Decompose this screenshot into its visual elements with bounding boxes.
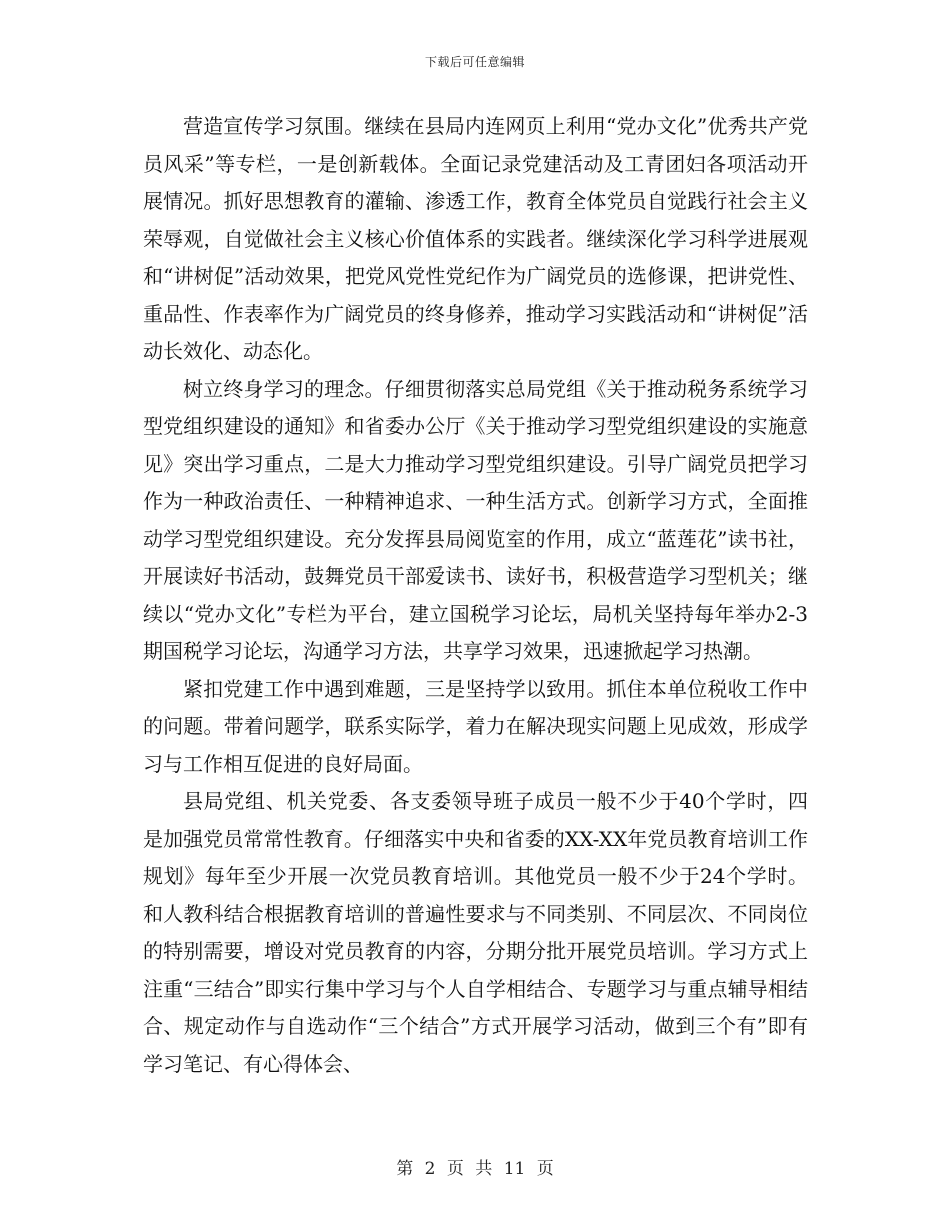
paragraph-2: 树立终身学习的理念。仔细贯彻落实总局党组《关于推动税务系统学习型党组织建设的通知》和省委办公厅《关于推动学习型党组织建设的实施意见》突出学习重点，二是大力推动学习型党组织建设。引导广阔党员把学习作为一种政治责任、一种精神追求、一种生活方式。创新学习方式，全面推动学习型党组织建设。充分发挥县局阅览室的作用，成立“蓝莲花”读书社，开展读好书活动，鼓舞党员干部爱读书、读好书，积极营造学习型机关；继续以“党办文化”专栏为平台，建立国税学习论坛，局机关坚持每年举办2-3期国税学习论坛，沟通学习方法，共享学习效果，迅速掀起学习热潮。 [143,376,808,663]
paragraph-3: 紧扣党建工作中遇到难题，三是坚持学以致用。抓住本单位税收工作中的问题。带着问题学，联系实际学，着力在解决现实问题上见成效，形成学习与工作相互促进的良好局面。 [143,676,808,776]
paragraph-4: 县局党组、机关党委、各支委领导班子成员一般不少于40个学时，四是加强党员常常性教育。仔细落实中央和省委的XX-XX年党员教育培训工作规划》每年至少开展一次党员教育培训。其他党员一般不少于24个学时。和人教科结合根据教育培训的普遍性要求与不同类别、不同层次、不同岗位的特别需要，增设对党员教育的内容，分期分批开展党员培训。学习方式上注重“三结合”即实行集中学习与个人自学相结合、专题学习与重点辅导相结合、规定动作与自选动作“三个结合”方式开展学习活动，做到三个有”即有学习笔记、有心得体会、 [143,789,808,1076]
document-body [143,108,808,1083]
paragraph-1: 营造宣传学习氛围。继续在县局内连网页上利用“党办文化”优秀共产党员风采”等专栏，一是创新载体。全面记录党建活动及工青团妇各项活动开展情况。抓好思想教育的灌输、渗透工作，教育全体党员自觉践行社会主义荣辱观，自觉做社会主义核心价值体系的实践者。继续深化学习科学进展观和“讲树促”活动效果，把党风党性党纪作为广阔党员的选修课，把讲党性、重品性、作表率作为广阔党员的终身修养，推动学习实践活动和“讲树促”活动长效化、动态化。 [143,114,808,363]
page-footer: 第 2 页 共 11 页 [396,1159,554,1179]
page-header: 下载后可任意编辑 [424,55,525,69]
